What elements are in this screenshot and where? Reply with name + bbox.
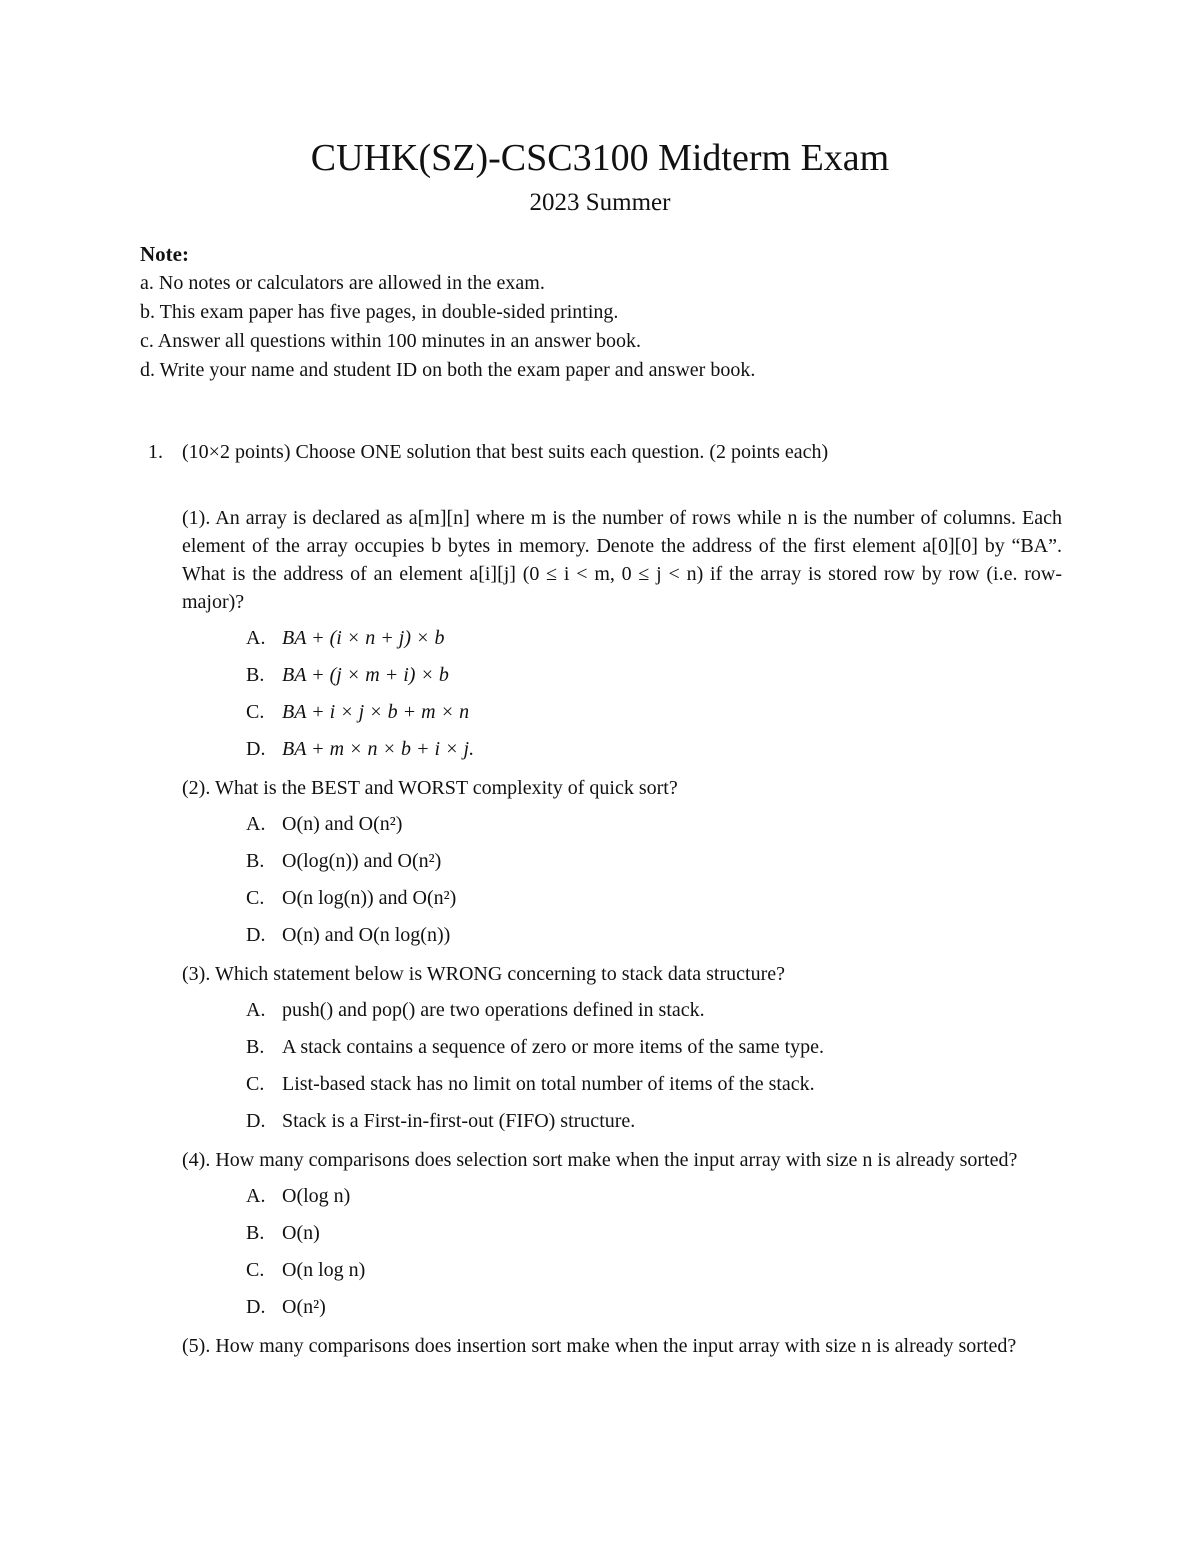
option-letter: D. (246, 1110, 266, 1132)
question-4-options (246, 1178, 1062, 1326)
note-item-d: d. Write your name and student ID on both the exam paper and answer book. (140, 359, 756, 381)
question-1-stem (182, 504, 1062, 616)
question-4-option-c (246, 1252, 1062, 1289)
notes-heading: Note: (140, 242, 189, 266)
question-2-option-c (246, 880, 1062, 917)
question-2-text: What is the BEST and WORST complexity of quick sort? (214, 777, 678, 799)
option-text: A stack contains a sequence of zero or more items of the same type. (282, 1036, 825, 1058)
question-list (182, 504, 1062, 1366)
option-text: push() and pop() are two operations defined in stack. (282, 999, 705, 1021)
option-text: BA + (j × m + i) × b (282, 664, 449, 686)
option-letter: B. (246, 850, 265, 872)
question-2-option-d (246, 917, 1062, 954)
option-letter: A. (246, 999, 266, 1021)
note-item-c: c. Answer all questions within 100 minutes in an answer book. (140, 330, 642, 352)
question-2-options (246, 806, 1062, 954)
option-letter: C. (246, 701, 265, 723)
note-item-b: b. This exam paper has five pages, in double-sided printing. (140, 301, 619, 323)
question-1-options (246, 620, 1062, 768)
option-text: O(log n) (282, 1185, 351, 1207)
option-letter: D. (246, 738, 266, 760)
option-letter: C. (246, 1259, 265, 1281)
question-2-option-a (246, 806, 1062, 843)
option-text: List-based stack has no limit on total number of items of the stack. (282, 1073, 815, 1095)
question-1-option-a (246, 620, 1062, 657)
option-letter: B. (246, 664, 265, 686)
option-letter: B. (246, 1222, 265, 1244)
question-4-option-d (246, 1289, 1062, 1326)
question-4-label: (4). (182, 1149, 211, 1171)
question-3-option-a (246, 992, 1062, 1029)
exam-subtitle: 2023 Summer (529, 189, 671, 216)
question-2-option-b (246, 843, 1062, 880)
question-1-option-d (246, 731, 1062, 768)
question-2 (182, 774, 1062, 954)
section-1-number: 1. (148, 441, 163, 463)
question-3-option-c (246, 1066, 1062, 1103)
question-5-label: (5). (182, 1335, 211, 1357)
option-text: O(n²) (282, 1296, 326, 1318)
option-text: Stack is a First-in-first-out (FIFO) structure. (282, 1110, 636, 1132)
question-1-text: An array is declared as a[m][n] where m is the number of rows while n is the number of columns. Each element of the array occupies b bytes in memory. Denote the address of the first element a[0][0] by “BA”. What is the address of an element a[i][j] (0 ≤ i < m, 0 ≤ j < n) if the array is stored row by row (i.e. row-major)? (182, 507, 1062, 613)
notes-block (140, 240, 1100, 385)
option-letter: A. (246, 813, 266, 835)
question-1-option-c (246, 694, 1062, 731)
option-text: O(n log n) (282, 1259, 366, 1281)
question-5-text: How many comparisons does insertion sort make when the input array with size n is already sorted? (215, 1335, 1017, 1357)
question-3-stem (182, 960, 1062, 988)
option-letter: D. (246, 924, 266, 946)
option-text: O(log(n)) and O(n²) (282, 850, 442, 872)
option-letter: B. (246, 1036, 265, 1058)
option-text: O(n log(n)) and O(n²) (282, 887, 457, 909)
option-text: O(n) and O(n log(n)) (282, 924, 451, 946)
note-item-a: a. No notes or calculators are allowed in the exam. (140, 272, 545, 294)
option-text: O(n) (282, 1222, 320, 1244)
question-3 (182, 960, 1062, 1140)
option-letter: C. (246, 1073, 265, 1095)
option-text: BA + (i × n + j) × b (282, 627, 445, 649)
question-4-stem (182, 1146, 1062, 1174)
question-3-text: Which statement below is WRONG concerning to stack data structure? (214, 963, 785, 985)
section-1-text: (10×2 points) Choose ONE solution that best suits each question. (2 points each) (182, 441, 829, 463)
question-3-label: (3). (182, 963, 211, 985)
question-1-option-b (246, 657, 1062, 694)
section-1-header (148, 438, 1088, 467)
question-3-option-d (246, 1103, 1062, 1140)
question-5-stem (182, 1332, 1062, 1360)
question-3-options (246, 992, 1062, 1140)
option-letter: A. (246, 1185, 266, 1207)
question-4-text: How many comparisons does selection sort make when the input array with size n is already sorted? (215, 1149, 1018, 1171)
option-text: BA + m × n × b + i × j. (282, 738, 475, 760)
question-3-option-b (246, 1029, 1062, 1066)
question-4 (182, 1146, 1062, 1326)
question-1 (182, 504, 1062, 768)
question-5 (182, 1332, 1062, 1360)
question-4-option-a (246, 1178, 1062, 1215)
question-2-stem (182, 774, 1062, 802)
option-letter: D. (246, 1296, 266, 1318)
question-2-label: (2). (182, 777, 211, 799)
exam-title: CUHK(SZ)-CSC3100 Midterm Exam (310, 137, 890, 179)
option-text: BA + i × j × b + m × n (282, 701, 470, 723)
question-4-option-b (246, 1215, 1062, 1252)
option-letter: C. (246, 887, 265, 909)
option-letter: A. (246, 627, 266, 649)
option-text: O(n) and O(n²) (282, 813, 403, 835)
question-1-label: (1). (182, 507, 211, 529)
